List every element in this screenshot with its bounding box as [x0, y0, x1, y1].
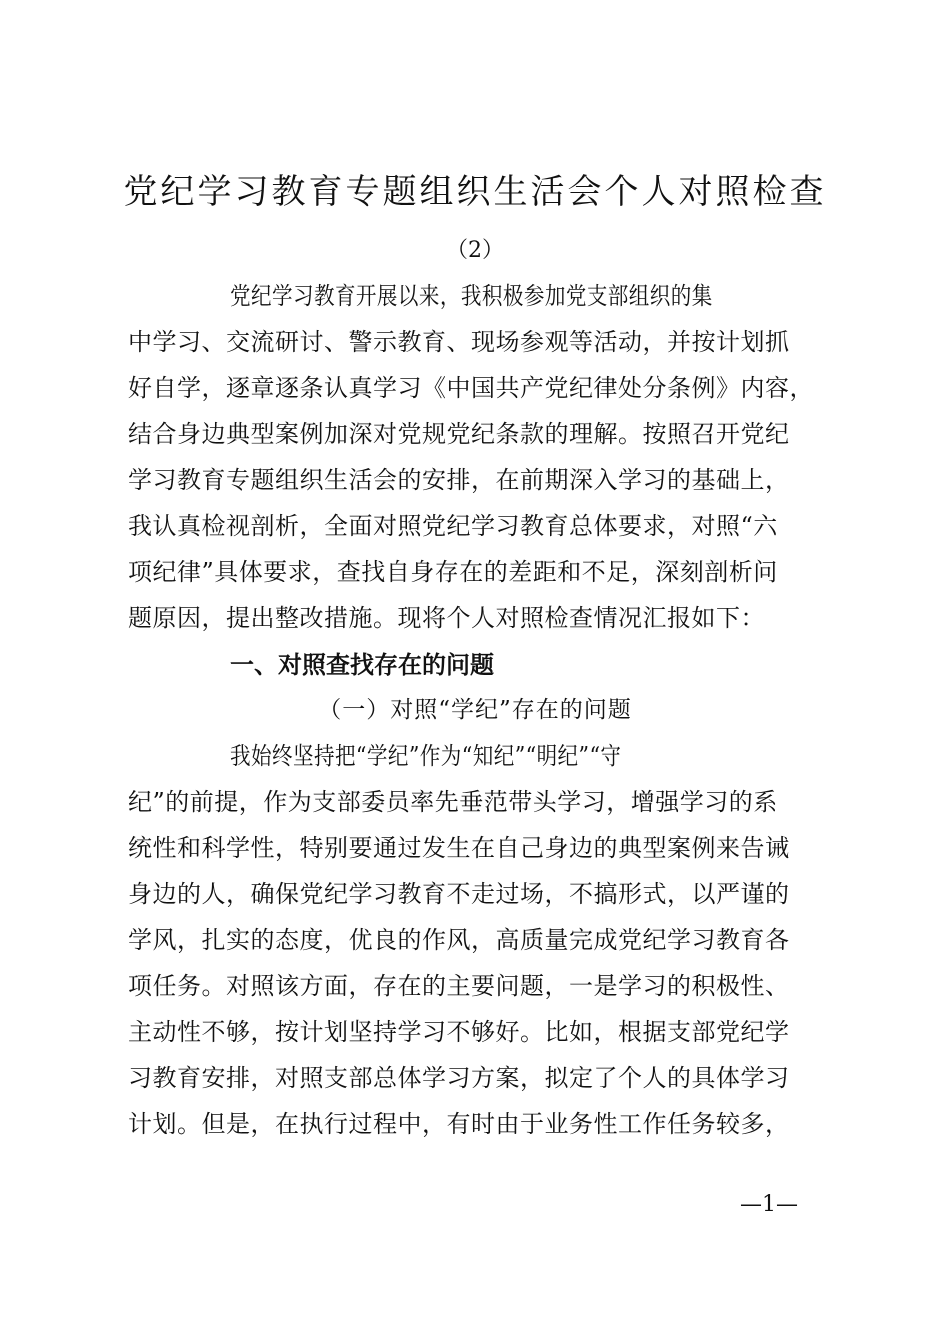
paragraph-line: 项任务。对照该方面，存在的主要问题，一是学习的积极性、: [128, 972, 790, 1000]
paragraph-line: 习教育安排，对照支部总体学习方案，拟定了个人的具体学习: [128, 1064, 790, 1092]
paragraph-line: 党纪学习教育开展以来，我积极参加党支部组织的集: [230, 282, 713, 310]
paragraph-line: 统性和科学性，特别要通过发生在自己身边的典型案例来告诫: [128, 834, 790, 862]
paragraph-line: 好自学，逐章逐条认真学习《中国共产党纪律处分条例》内容，: [128, 374, 814, 402]
paragraph-line: 计划。但是，在执行过程中，有时由于业务性工作任务较多，: [128, 1110, 790, 1138]
section-heading: 一、对照查找存在的问题: [230, 651, 494, 679]
subsection-heading: （一）对照“学纪”存在的问题: [318, 697, 632, 723]
paragraph-line: 身边的人，确保党纪学习教育不走过场，不搞形式，以严谨的: [128, 880, 790, 908]
paragraph-line: 中学习、交流研讨、警示教育、现场参观等活动，并按计划抓: [128, 328, 790, 356]
paragraph-line: 纪”的前提，作为支部委员率先垂范带头学习，增强学习的系: [128, 788, 778, 816]
paragraph-line: 题原因，提出整改措施。现将个人对照检查情况汇报如下：: [128, 604, 765, 632]
paragraph-line: 结合身边典型案例加深对党规党纪条款的理解。按照召开党纪: [128, 420, 790, 448]
document-title: 党纪学习教育专题组织生活会个人对照检查: [123, 172, 827, 212]
document-subtitle: （2）: [446, 238, 504, 263]
paragraph-line: 主动性不够，按计划坚持学习不够好。比如，根据支部党纪学: [128, 1018, 790, 1046]
paragraph-line: 学习教育专题组织生活会的安排，在前期深入学习的基础上，: [128, 466, 790, 494]
page-number: —1—: [740, 1192, 798, 1217]
paragraph-line: 我始终坚持把“学纪”作为“知纪”“明纪”“守: [230, 742, 622, 770]
paragraph-line: 学风，扎实的态度，优良的作风，高质量完成党纪学习教育各: [128, 926, 790, 954]
paragraph-line: 我认真检视剖析，全面对照党纪学习教育总体要求，对照“六: [128, 512, 778, 540]
paragraph-line: 项纪律”具体要求，查找自身存在的差距和不足，深刻剖析问: [128, 558, 778, 586]
